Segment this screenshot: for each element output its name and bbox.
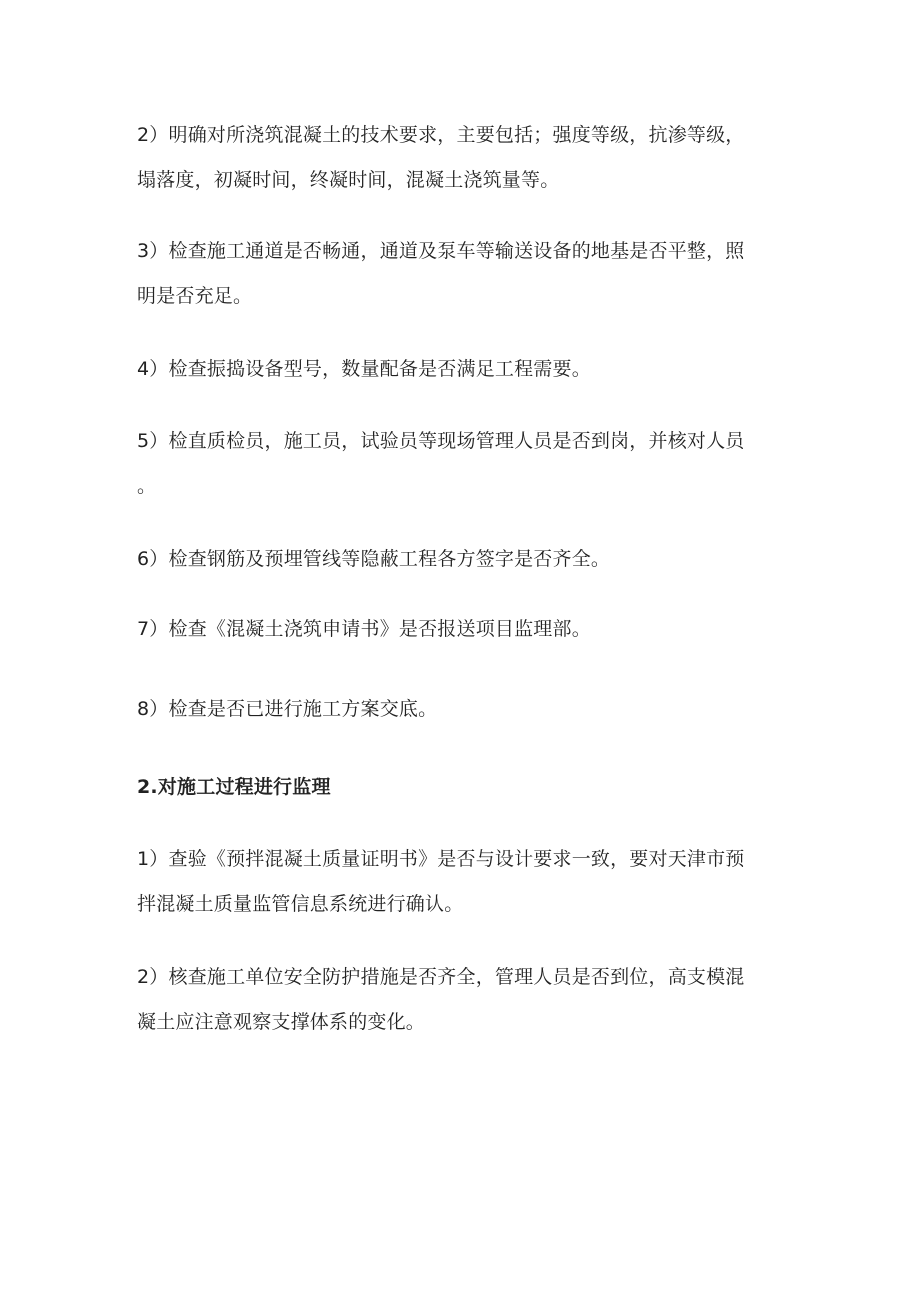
text-line: 塌落度，初凝时间，终凝时间，混凝土浇筑量等。	[137, 169, 560, 191]
list-item	[137, 607, 787, 652]
text-line: 8）检查是否已进行施工方案交底。	[137, 698, 438, 720]
list-item	[137, 229, 787, 319]
list-item	[137, 419, 787, 509]
text-line: 2）明确对所浇筑混凝土的技术要求，主要包括；强度等级，抗渗等级，	[137, 124, 745, 146]
text-line: 拌混凝土质量监管信息系统进行确认。	[137, 893, 464, 915]
text-line: 5）检直质检员，施工员，试验员等现场管理人员是否到岗，并核对人员	[137, 430, 745, 452]
text-line: 凝土应注意观察支撑体系的变化。	[137, 1011, 426, 1033]
section-heading-text: 2.对施工过程进行监理	[137, 776, 331, 798]
list-item	[137, 837, 787, 927]
list-item	[137, 347, 787, 392]
text-line: 。	[137, 475, 157, 497]
list-item	[137, 537, 787, 582]
list-item	[137, 113, 787, 203]
text-line: 2）核查施工单位安全防护措施是否齐全，管理人员是否到位，高支模混	[137, 966, 745, 988]
text-line: 6）检查钢筋及预埋管线等隐蔽工程各方签字是否齐全。	[137, 548, 611, 570]
text-line: 4）检查振捣设备型号，数量配备是否满足工程需要。	[137, 358, 591, 380]
text-line: 明是否充足。	[137, 285, 253, 307]
list-item	[137, 955, 787, 1045]
list-item	[137, 687, 787, 732]
text-line: 7）检查《混凝土浇筑申请书》是否报送项目监理部。	[137, 618, 591, 640]
text-line: 1）查验《预拌混凝土质量证明书》是否与设计要求一致，要对天津市预	[137, 848, 745, 870]
text-line: 3）检查施工通道是否畅通，通道及泵车等输送设备的地基是否平整，照	[137, 240, 745, 262]
section-heading	[137, 765, 787, 810]
